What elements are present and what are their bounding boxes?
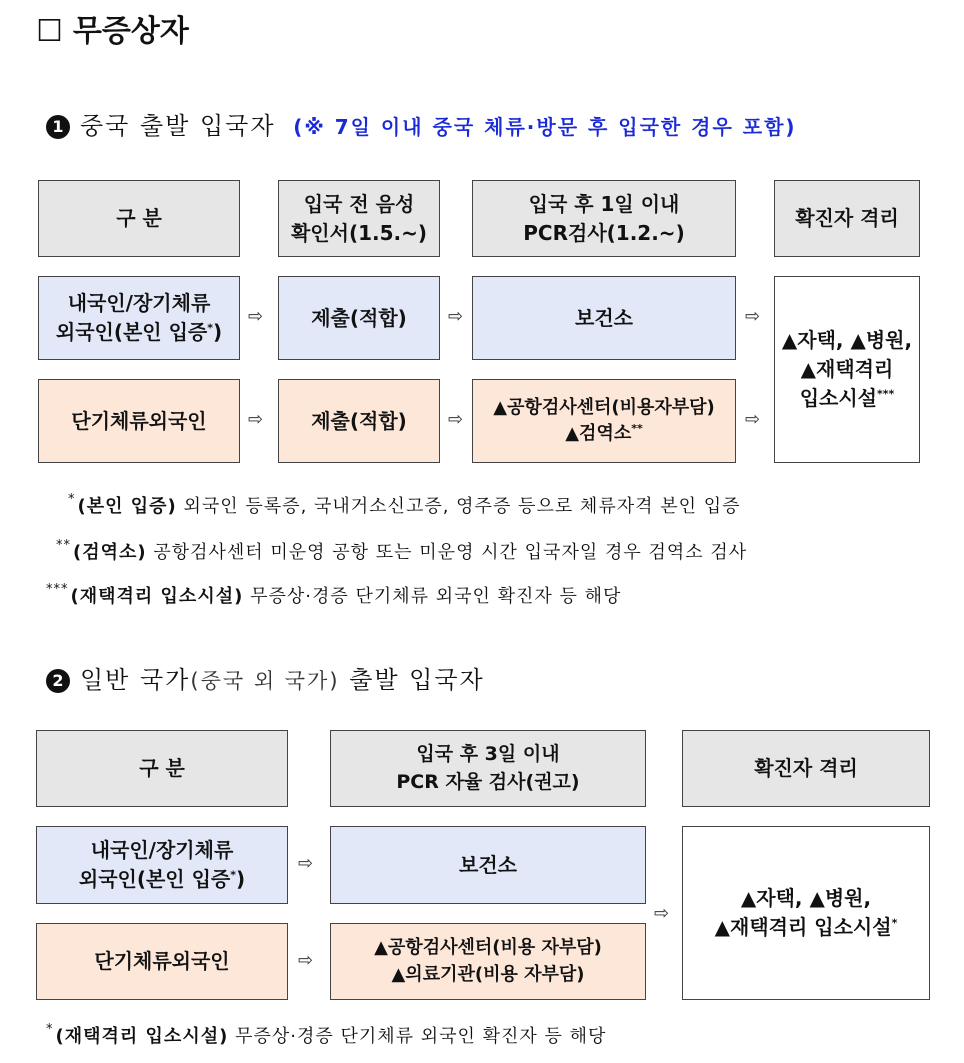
s1-row2-pcr: ▲공항검사센터(비용자부담) ▲검역소**: [472, 379, 736, 463]
arrow-icon: ⇨: [448, 306, 464, 327]
s2-row1-pcr: 보건소: [330, 826, 646, 904]
s2-row2-pcr: ▲공항검사센터(비용 자부담) ▲의료기관(비용 자부담): [330, 923, 646, 1000]
s2-header-pcr: 입국 후 3일 이내 PCR 자율 검사(권고): [330, 730, 646, 807]
s1-note-3: *** (재택격리 입소시설) 무증상·경증 단기체류 외국인 확진자 등 해당: [46, 582, 622, 607]
s1-note-1: * (본인 입증) 외국인 등록증, 국내거소신고증, 영주증 등으로 체류자격 본인 입증: [68, 492, 741, 517]
arrow-icon: ⇨: [298, 950, 314, 971]
page-title: [36, 6, 189, 50]
s1-row2-category: 단기체류외국인: [38, 379, 240, 463]
s1-header-pre-entry: 입국 전 음성 확인서(1.5.~): [278, 180, 440, 257]
arrow-icon: ⇨: [248, 306, 264, 327]
s1-header-category: 구 분: [38, 180, 240, 257]
s2-header-isolation: 확진자 격리: [682, 730, 930, 807]
s1-row2-pre-entry: 제출(적합): [278, 379, 440, 463]
s1-row1-category: 내국인/장기체류 외국인(본인 입증*): [38, 276, 240, 360]
checkbox-icon: ☐: [36, 14, 63, 49]
section2-number-icon: 2: [46, 669, 70, 693]
s1-header-pcr: 입국 후 1일 이내 PCR검사(1.2.~): [472, 180, 736, 257]
s2-note-1: * (재택격리 입소시설) 무증상·경증 단기체류 외국인 확진자 등 해당: [46, 1022, 607, 1047]
s1-isolation-cell: ▲자택, ▲병원, ▲재택격리 입소시설***: [774, 276, 920, 463]
s1-row1-pre-entry: 제출(적합): [278, 276, 440, 360]
arrow-icon: ⇨: [448, 409, 464, 430]
s1-row1-pcr: 보건소: [472, 276, 736, 360]
arrow-icon: ⇨: [248, 409, 264, 430]
s1-header-isolation: 확진자 격리: [774, 180, 920, 257]
arrow-icon: ⇨: [745, 409, 761, 430]
s1-note-2: ** (검역소) 공항검사센터 미운영 공항 또는 미운영 시간 입국자일 경우 검역소 검사: [56, 538, 748, 563]
page-title-text: 무증상자: [72, 14, 189, 49]
section1-number-icon: 1: [46, 115, 70, 139]
s2-header-category: 구 분: [36, 730, 288, 807]
section1-subnote: (※ 7일 이내 중국 체류·방문 후 입국한 경우 포함): [293, 115, 797, 139]
s2-row1-category: 내국인/장기체류 외국인(본인 입증*): [36, 826, 288, 904]
section1-heading: [46, 106, 797, 141]
section1-heading-text: 중국 출발 입국자: [80, 112, 276, 140]
arrow-icon: ⇨: [298, 853, 314, 874]
arrow-icon: ⇨: [654, 903, 670, 924]
s2-isolation-cell: ▲자택, ▲병원, ▲재택격리 입소시설*: [682, 826, 930, 1000]
section2-heading: 2 일반 국가(중국 외 국가) 출발 입국자: [46, 660, 485, 695]
s2-row2-category: 단기체류외국인: [36, 923, 288, 1000]
arrow-icon: ⇨: [745, 306, 761, 327]
